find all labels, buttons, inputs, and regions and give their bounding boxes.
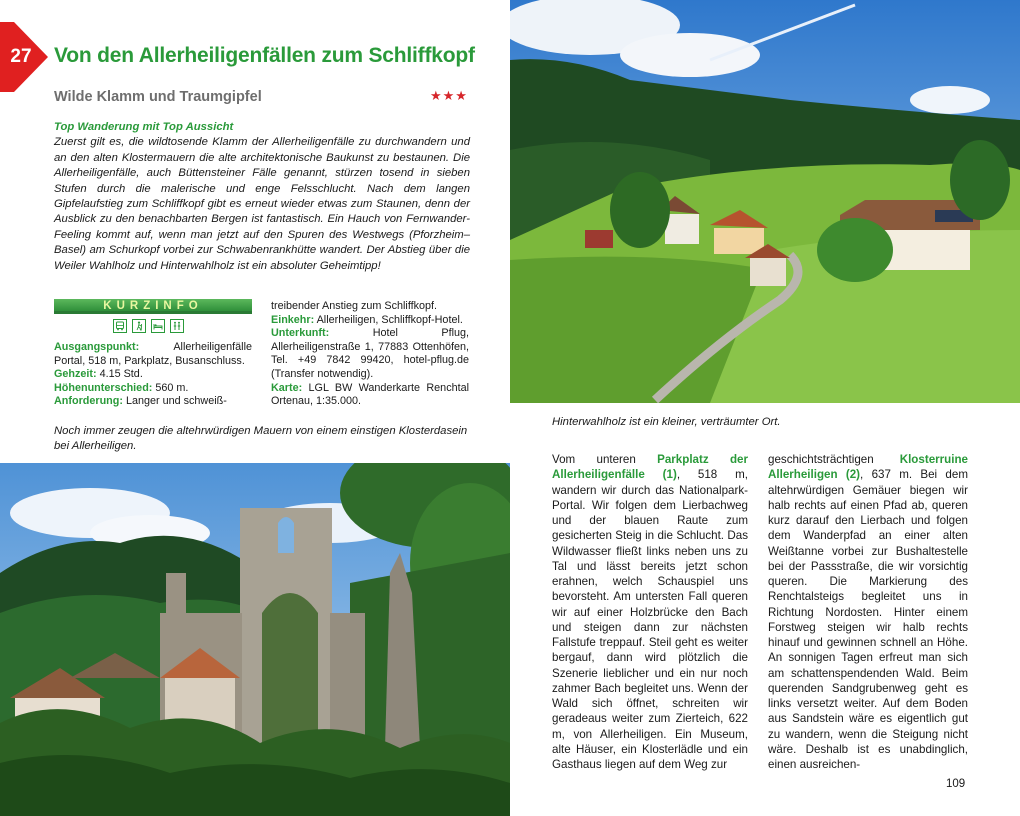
bed-icon: [151, 319, 165, 333]
body-text: , 637 m. Bei dem altehrwürdigen Gemäuer biegen wir halb rechts auf einen Pfad ab, queren kurz darauf den Lierbach und folgen dem Wanderpfad an einer alten Weißtanne vorbei zur Bushaltestelle bei der Passstraße, die wir vorsichtig queren. Die Markierung des Renchtalsteigs begleitet uns in Richtung Nordosten. Hinter einem Forstweg steigen wir halb rechts hinauf und gewinnen schnell an Höhe. An sonnigen Tagen erfreut man sich am schattenspendenden Wald. Beim querenden Sandgrubenweg geht es links versetzt weiter. Auf dem Boden aus Sandstein wäre es eigentlich gut zu wandern, wenn die Steigung nicht wäre. Deshalb ist es unabdinglich, einen ausreichen-: [768, 468, 968, 771]
hoehenunterschied-label: Höhenunterschied:: [54, 381, 153, 394]
anforderung-label: Anforderung:: [54, 395, 123, 408]
page-number: 109: [946, 778, 966, 790]
body-text: , 518 m, wandern wir durch das Nationalpark-Portal. Wir folgen dem Lierbachweg und der blauen Raute zum gesicherten Steig in die Schlucht. Das Wildwasser fließt links neben uns zu Tal und lässt bereits jetzt schon erahnen, welch Schauspiel uns bevorsteht. Am untersten Fall queren wir auf einer Holzbrücke den Bach und steigen dann zur nächsten Fallstufe treppauf. Steil geht es weiter bergauf, dann wird plötzlich die Szenerie lieblicher und ein nur noch zahmer Bach begleitet uns. Wenn der Wald sich öffnet, schreiten wir geradeaus weiter zum Zierteich, 622 m, von Allerheiligen. Ein Museum, alte Häuser, ein Klosterlädle und ein Gasthaus liegen auf dem Weg zur: [552, 468, 749, 771]
unterkunft-label: Unterkunft:: [271, 327, 330, 340]
tour-title: Von den Allerheiligenfällen zum Schliffkopf: [54, 44, 475, 67]
einkehr-value: Allerheiligen, Schliffkopf-Hotel.: [316, 313, 463, 326]
kurzinfo-heading: KURZINFO: [54, 299, 252, 314]
tour-subtitle: Wilde Klamm und Traumgipfel: [54, 89, 262, 105]
kurzinfo-left-column: [54, 341, 252, 409]
waypoint-link: Klosterruine Allerheiligen (2): [768, 453, 968, 482]
hoehenunterschied-value: 560 m.: [155, 381, 189, 394]
ruins-caption: Noch immer zeugen die altehrwürdigen Mauern von einem einstigen Klosterdasein bei Allerheiligen.: [54, 425, 468, 452]
intro-text: [54, 120, 470, 274]
anforderung-value-cont: treibender Anstieg zum Schliffkopf.: [271, 300, 438, 312]
family-icon: [170, 319, 184, 333]
difficulty-stars: ★★★: [430, 88, 468, 103]
ausgangspunkt-label: Ausgangspunkt:: [54, 341, 140, 353]
intro-lead: Top Wanderung mit Top Aussicht: [54, 121, 234, 133]
tour-number-badge: [0, 22, 48, 92]
body-column-1: [552, 452, 748, 772]
gehzeit-label: Gehzeit:: [54, 368, 97, 381]
body-text: Vom unteren: [552, 453, 658, 466]
bus-icon: [113, 319, 127, 333]
waypoint-link: Parkplatz der Allerheiligenfälle (1): [552, 453, 748, 482]
village-caption: Hinterwahlholz ist ein kleiner, verträumter Ort.: [552, 416, 781, 428]
kurzinfo-icons: [113, 319, 184, 333]
karte-label: Karte:: [271, 381, 303, 394]
body-column-2: [768, 452, 968, 772]
einkehr-label: Einkehr:: [271, 313, 315, 326]
anforderung-value-start: Langer und schweiß-: [125, 395, 227, 408]
hiker-icon: [132, 319, 146, 333]
karte-value: LGL BW Wanderkarte Renchtal Ortenau, 1:35.000.: [271, 381, 469, 408]
village-photo: [510, 0, 1020, 403]
kurzinfo-right-column: [271, 300, 469, 409]
tour-number: 27: [10, 46, 32, 67]
monastery-ruins-photo: [0, 463, 510, 816]
gehzeit-value: 4.15 Std.: [99, 368, 143, 381]
unterkunft-value: Hotel Pflug, Allerheiligenstraße 1, 77883 Ottenhöfen, Tel. +49 7842 99420, hotel-pflug.de (Transfer notwendig).: [271, 327, 469, 380]
body-text: geschichtsträchtigen: [768, 453, 900, 466]
intro-body: Zuerst gilt es, die wildtosende Klamm der Allerheiligenfälle zu durchwandern und an den alten Klostermauern die alte architektonische Baukunst zu bestaunen. Die Allerheiligenfälle, auch Büttensteiner Fälle genannt, stürzen tosend in sieben Stufen durch die malerische und enge Felsschlucht. Nach dem langen Gipfelaufstieg zum Schliffkopf gibt es erneut wieder etwas zum Staunen, denn der Ausblick zu den benachbarten Bergen ist fantastisch. Ein Hauch von Fernwander-Feeling kommt auf, wenn man jetzt auf den Spuren des Westwegs (Pforzheim–Basel) am Schurkopf vorbei zur Schwabenrankhütte wandert. Der Abstieg über die Weiler Wahlholz und Hinterwahlholz ist ein absoluter Geheimtipp!: [54, 136, 470, 272]
ausgangspunkt-value: Allerheiligenfälle Portal, 518 m, Parkplatz, Busanschluss.: [54, 341, 252, 367]
